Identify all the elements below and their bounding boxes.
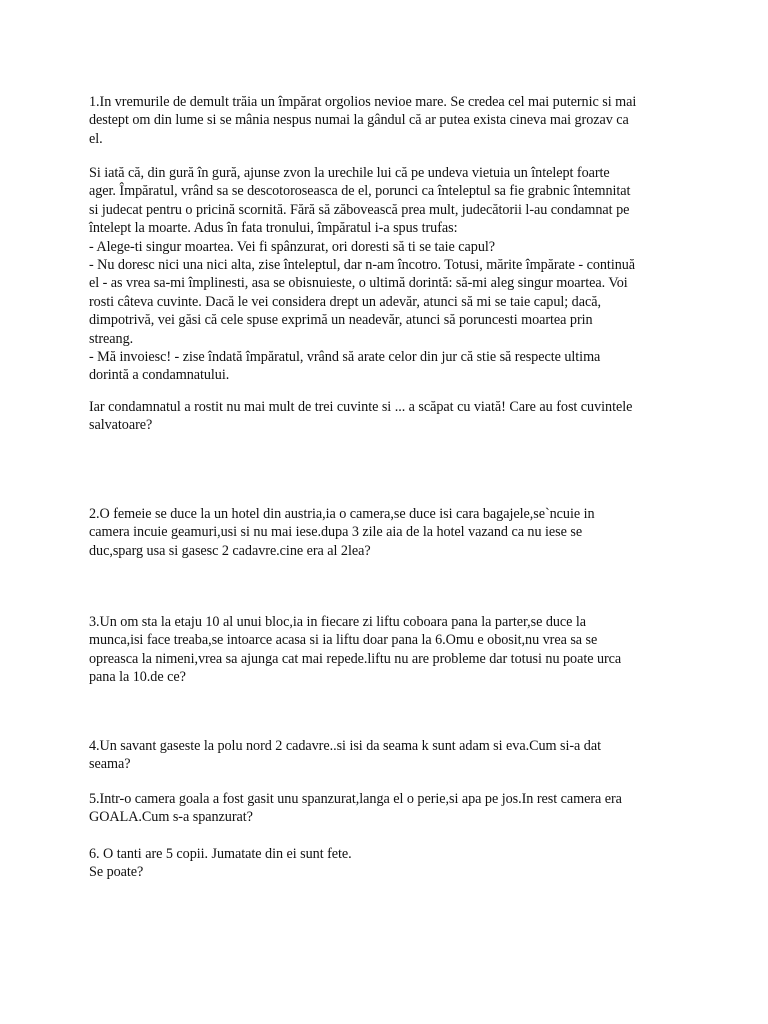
text-line: - Mă invoiesc! - zise îndată împăratul, vrând să arate celor din jur că stie să respecte ultima <box>89 349 601 366</box>
text-line: dimpotrivă, vei găsi că cele spuse exprimă un neadevăr, atunci să poruncesti moartea prin <box>89 312 593 329</box>
riddle-3-paragraph <box>89 613 689 687</box>
text-line: - Nu doresc nici una nici alta, zise înteleptul, dar n-am încotro. Totusi, mărite împărate - continuă <box>89 257 636 274</box>
text-line: Iar condamnatul a rostit nu mai mult de trei cuvinte si ... a scăpat cu viată! Care au fost cuvintele <box>89 399 633 415</box>
riddle-4-paragraph <box>89 737 689 774</box>
text-line: munca,isi face treaba,se intoarce acasa si ia liftu doar pana la 6.Omu e obosit,nu vrea sa se <box>89 632 598 649</box>
text-line: dorintă a condamnatului. <box>89 367 230 384</box>
text-line: el - as vrea sa-mi împlinesti, asa se obisnuieste, o ultimă dorintă: să-mi aleg singur moartea. Voi <box>89 275 628 292</box>
text-line: pana la 10.de ce? <box>89 669 186 686</box>
text-line: camera incuie geamuri,usi si nu mai iese.dupa 3 zile aia de la hotel vazand ca nu iese se <box>89 524 583 541</box>
riddle-1-question-paragraph <box>89 398 689 435</box>
text-line: 6. O tanti are 5 copii. Jumatate din ei sunt fete. <box>89 846 352 862</box>
text-line: GOALA.Cum s-a spanzurat? <box>89 809 253 826</box>
text-line: 3.Un om sta la etaju 10 al unui bloc,ia in fiecare zi liftu coboara pana la parter,se duce la <box>89 614 587 630</box>
text-line: 4.Un savant gaseste la polu nord 2 cadavre..si isi da seama k sunt adam si eva.Cum si-a dat <box>89 738 601 754</box>
text-line: 1.In vremurile de demult trăia un împărat orgolios nevioe mare. Se credea cel mai puternic si mai <box>89 94 637 110</box>
text-line: - Alege-ti singur moartea. Vei fi spânzurat, ori doresti să ti se taie capul? <box>89 238 496 255</box>
text-line: duc,sparg usa si gasesc 2 cadavre.cine era al 2lea? <box>89 542 371 559</box>
text-line: opreasca la nimeni,vrea sa ajunga cat mai repede.liftu nu are probleme dar totusi nu poate urca <box>89 650 622 667</box>
riddle-2-paragraph <box>89 505 689 560</box>
text-line: Si iată că, din gură în gură, ajunse zvon la urechile lui că pe undeva vietuia un întelept foarte <box>89 165 610 181</box>
text-line: rosti câteva cuvinte. Dacă le vei considera drept un adevăr, atunci să mi se taie capul; dacă, <box>89 293 601 310</box>
text-line: 2.O femeie se duce la un hotel din austria,ia o camera,se duce isi cara bagajele,se`ncuie in <box>89 506 595 522</box>
text-line: salvatoare? <box>89 417 153 434</box>
text-line: destept om din lume si se mânia nespus numai la gândul că ar putea exista cineva mai grozav ca <box>89 112 629 129</box>
text-line: întelept la moarte. Adus în fata tronului, împăratul i-a spus trufas: <box>89 220 458 237</box>
riddle-6-paragraph <box>89 845 689 882</box>
text-line: el. <box>89 130 103 147</box>
riddle-1-intro-paragraph <box>89 93 689 148</box>
text-line: si judecat pentru o pricină scornită. Fără să zăbovească prea mult, judecătorii l-au condamnat pe <box>89 201 630 218</box>
text-line: ager. Împăratul, vrând sa se descotoroseasca de el, porunci ca înteleptul sa fie grabnic întemnitat <box>89 183 631 200</box>
riddle-5-paragraph <box>89 790 689 827</box>
text-line: Se poate? <box>89 864 144 881</box>
riddle-1-story-paragraph <box>89 164 689 385</box>
text-line: 5.Intr-o camera goala a fost gasit unu spanzurat,langa el o perie,si apa pe jos.In rest camera era <box>89 791 622 807</box>
text-line: streang. <box>89 330 134 347</box>
text-line: seama? <box>89 756 131 773</box>
